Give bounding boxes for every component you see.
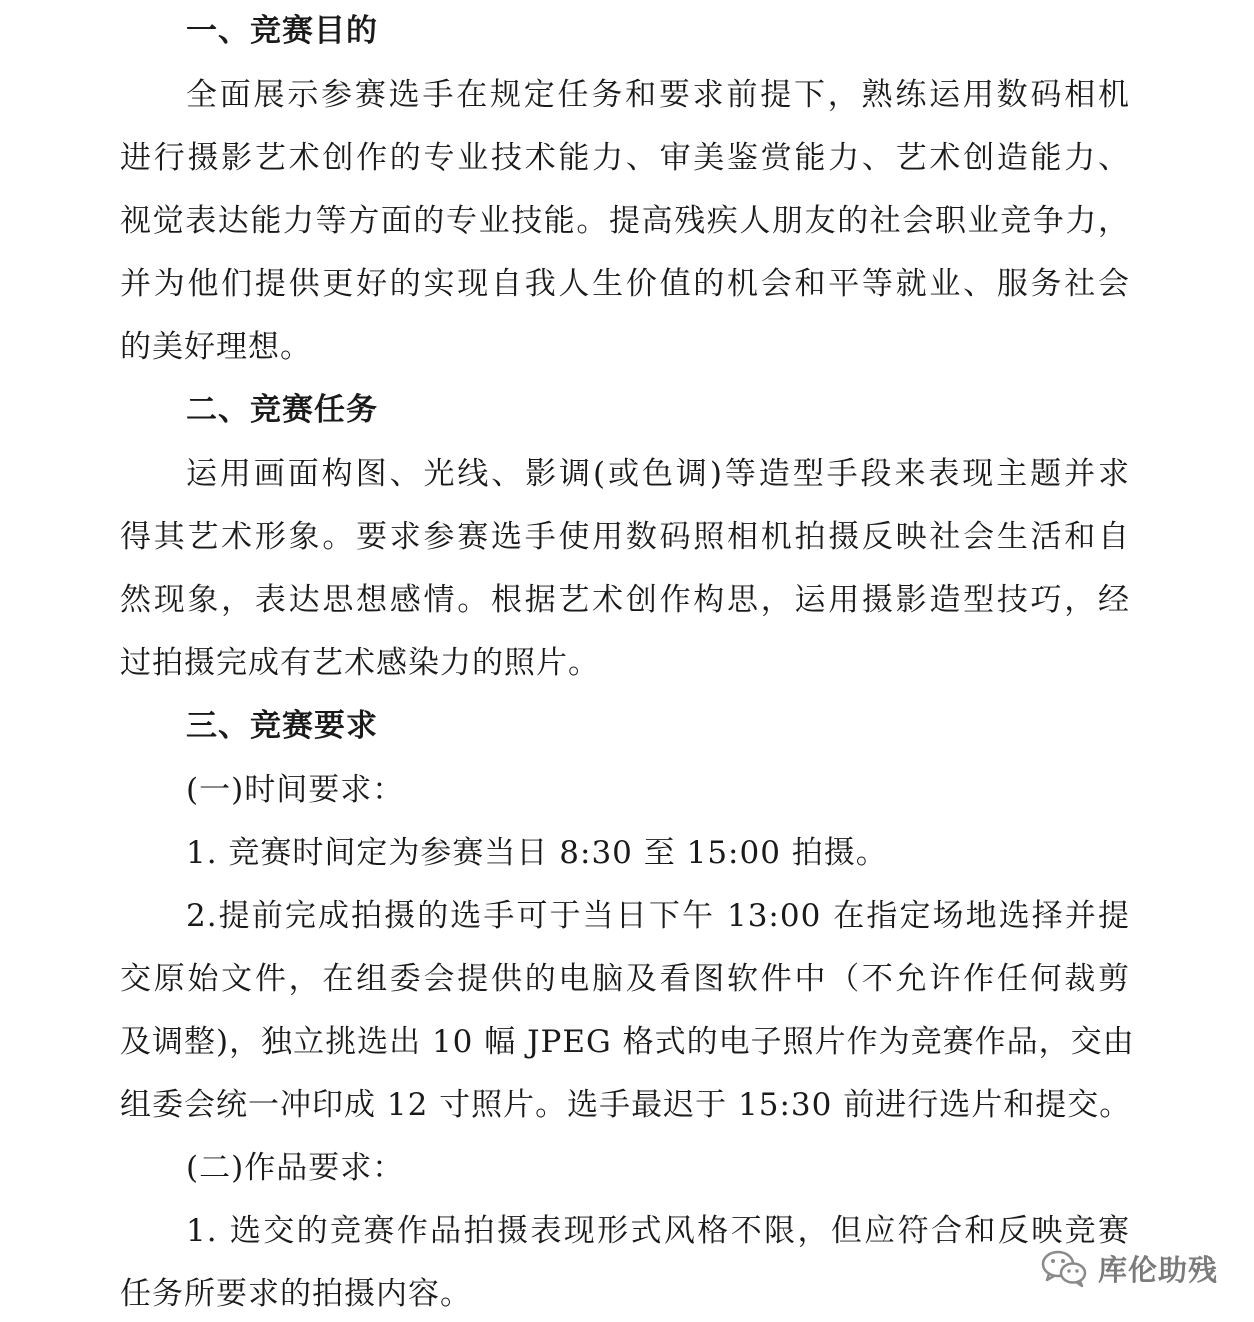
text-line: 组委会统一冲印成 12 寸照片。选手最迟于 15:30 前进行选片和提交。 (120, 1087, 1132, 1123)
text-line: 交原始文件，在组委会提供的电脑及看图软件中（不允许作任何裁剪 (120, 961, 1130, 997)
text-line: 运用画面构图、光线、影调(或色调)等造型手段来表现主题并求 (186, 456, 1130, 492)
watermark-text: 库伦助残 (1097, 1252, 1218, 1287)
text-line: 过拍摄完成有艺术感染力的照片。 (120, 645, 600, 681)
subheading-time: (一)时间要求： (186, 772, 405, 808)
text-line: 然现象，表达思想感情。根据艺术创作构思，运用摄影造型技巧，经 (120, 582, 1130, 618)
section-heading-task: 二、竞赛任务 (186, 392, 378, 428)
text-line: 的美好理想。 (120, 329, 312, 365)
text-line: 并为他们提供更好的实现自我人生价值的机会和平等就业、服务社会 (120, 266, 1130, 302)
text-line: 1. 选交的竞赛作品拍摄表现形式风格不限，但应符合和反映竞赛 (186, 1213, 1130, 1249)
section-heading-purpose: 一、竞赛目的 (186, 13, 378, 49)
wechat-icon (1040, 1248, 1088, 1288)
text-line: 及调整)，独立挑选出 10 幅 JPEG 格式的电子照片作为竞赛作品，交由 (120, 1024, 1135, 1060)
text-line: 视觉表达能力等方面的专业技能。提高残疾人朋友的社会职业竞争力， (120, 203, 1130, 239)
section-heading-requirements: 三、竞赛要求 (186, 708, 378, 744)
text-line: 1. 竞赛时间定为参赛当日 8:30 至 15:00 拍摄。 (186, 835, 888, 871)
text-line: 进行摄影艺术创作的专业技术能力、审美鉴赏能力、艺术创造能力、 (120, 140, 1130, 176)
text-line: 2.提前完成拍摄的选手可于当日下午 13:00 在指定场地选择并提 (186, 898, 1130, 934)
text-line: 任务所要求的拍摄内容。 (120, 1276, 472, 1312)
watermark (1040, 1246, 1218, 1290)
text-line: 得其艺术形象。要求参赛选手使用数码照相机拍摄反映社会生活和自 (120, 519, 1130, 555)
subheading-works: (二)作品要求： (186, 1150, 405, 1186)
text-line: 全面展示参赛选手在规定任务和要求前提下，熟练运用数码相机 (186, 77, 1130, 113)
